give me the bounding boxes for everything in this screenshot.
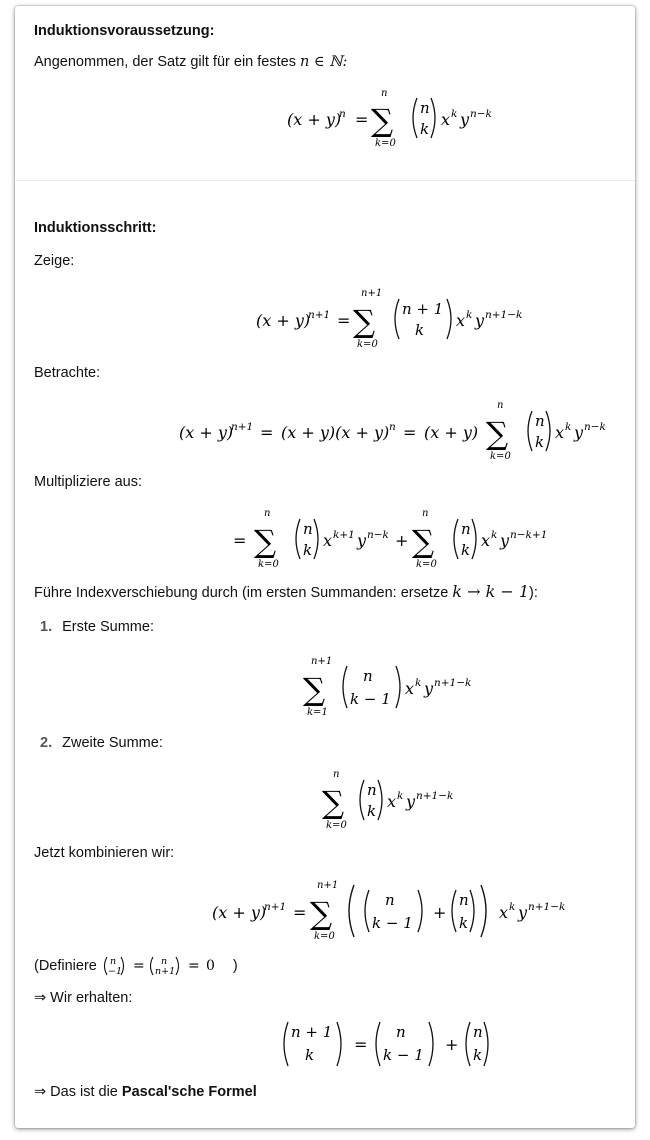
list-item-label: Zweite Summe:: [62, 735, 163, 751]
svg-text:(x + y)(x + y): (x + y)(x + y): [281, 423, 390, 442]
svg-text:x: x: [499, 903, 509, 922]
svg-text:y: y: [460, 110, 470, 129]
svg-text:n−k: n−k: [470, 108, 492, 120]
svg-text:n: n: [333, 769, 340, 780]
svg-text:k=0: k=0: [258, 559, 279, 570]
svg-text:k: k: [535, 433, 545, 451]
svg-text:n+1: n+1: [317, 880, 339, 891]
svg-text:k: k: [415, 321, 425, 339]
svg-text:n+1: n+1: [311, 656, 333, 667]
svg-text:y: y: [574, 423, 584, 442]
svg-text:n: n: [420, 99, 430, 117]
svg-text:∑: ∑: [353, 304, 376, 340]
svg-text:k: k: [461, 541, 471, 559]
svg-text:k=0: k=0: [314, 931, 335, 942]
goal-formula: [15, 282, 635, 358]
hypothesis-binomial-formula: [15, 82, 635, 156]
svg-text:0: 0: [205, 958, 215, 975]
svg-text:=: =: [132, 958, 145, 975]
svg-text:k: k: [565, 421, 572, 433]
show-label: Zeige:: [34, 253, 75, 269]
result-intro: ⇒ Wir erhalten:: [34, 990, 133, 1006]
proof-card: [15, 6, 635, 1128]
svg-text:k=0: k=0: [326, 820, 347, 831]
svg-text:n−k+1: n−k+1: [510, 529, 548, 541]
svg-text:k=0: k=0: [375, 138, 396, 149]
svg-text:k − 1: k − 1: [350, 690, 391, 708]
svg-text:n−k: n−k: [584, 421, 606, 433]
svg-text:k: k: [509, 901, 516, 913]
first-sum-formula: [15, 648, 635, 726]
svg-text:=: =: [337, 311, 351, 330]
svg-text:+: +: [433, 903, 447, 922]
consider-label: Betrachte:: [34, 365, 101, 381]
svg-text:n + 1: n + 1: [402, 300, 444, 318]
svg-text:x: x: [456, 311, 466, 330]
svg-text:n: n: [339, 108, 346, 120]
svg-text:∑: ∑: [310, 896, 333, 932]
hypothesis-intro: Angenommen, der Satz gilt für ein festes n ∈ ℕ:: [34, 54, 348, 70]
svg-text:n+1−k: n+1−k: [528, 901, 566, 913]
svg-text:n: n: [459, 891, 469, 909]
svg-text:=: =: [403, 423, 417, 442]
hypothesis-intro-math: n ∈ ℕ:: [299, 54, 348, 70]
svg-text:y: y: [406, 792, 416, 811]
svg-text:=: =: [260, 423, 274, 442]
svg-text:=: =: [293, 903, 307, 922]
svg-text:k − 1: k − 1: [372, 914, 413, 932]
svg-text:n + 1: n + 1: [291, 1023, 333, 1041]
step-heading: Induktionsschritt:: [34, 220, 157, 236]
svg-text:k: k: [305, 1046, 315, 1064]
svg-text:n: n: [367, 781, 377, 799]
define-line: (Definiere n −1 = n n+1 = 0 ): [34, 956, 238, 978]
combined-formula: [15, 872, 635, 952]
svg-text:∑: ∑: [322, 785, 345, 821]
list-item: [40, 618, 154, 636]
svg-text:k: k: [466, 309, 473, 321]
pascal-formula: [15, 1016, 635, 1076]
svg-text:k: k: [491, 529, 498, 541]
svg-text:n+1−k: n+1−k: [485, 309, 523, 321]
section-divider: [15, 180, 635, 181]
svg-text:n: n: [535, 412, 545, 430]
svg-text:k: k: [415, 677, 422, 689]
list-item: [40, 734, 163, 752]
svg-text:k=0: k=0: [416, 559, 437, 570]
svg-text:k=0: k=0: [490, 451, 511, 462]
svg-text:(x + y): (x + y): [179, 423, 234, 442]
svg-text:n: n: [385, 891, 395, 909]
svg-text:n: n: [396, 1023, 406, 1041]
svg-text:∑: ∑: [412, 524, 435, 560]
svg-text:n: n: [303, 520, 313, 538]
pascal-formula-name: Pascal'sche Formel: [121, 1084, 257, 1100]
svg-text:(x + y): (x + y): [424, 423, 479, 442]
svg-text:k: k: [459, 914, 469, 932]
svg-text:k: k: [473, 1046, 483, 1064]
svg-text:x: x: [555, 423, 565, 442]
svg-text:n: n: [381, 88, 388, 99]
boundary-definition-math: [101, 954, 233, 978]
multiply-label: Multipliziere aus:: [34, 474, 142, 490]
second-sum-formula: [15, 763, 635, 839]
svg-text:y: y: [475, 311, 485, 330]
svg-text:n: n: [264, 508, 271, 519]
conclusion: ⇒ Das ist die Pascal'sche Formel: [34, 1084, 257, 1100]
svg-text:n: n: [473, 1023, 483, 1041]
svg-text:n+1: n+1: [231, 421, 254, 433]
svg-text:n+1: n+1: [361, 288, 383, 299]
svg-text:=: =: [187, 958, 200, 975]
svg-text:−1: −1: [107, 966, 122, 978]
svg-text:=: =: [354, 1035, 368, 1054]
svg-text:∑: ∑: [486, 416, 509, 452]
svg-text:(x + y): (x + y): [287, 110, 342, 129]
svg-text:(x + y): (x + y): [256, 311, 311, 330]
multiplied-formula: [15, 502, 635, 580]
svg-text:n+1−k: n+1−k: [434, 677, 472, 689]
svg-text:(x + y): (x + y): [212, 903, 267, 922]
svg-text:k − 1: k − 1: [383, 1046, 424, 1064]
svg-text:y: y: [357, 531, 367, 550]
svg-text:n: n: [389, 421, 396, 433]
svg-text:x: x: [441, 110, 451, 129]
list-item-number: 1.: [40, 619, 53, 635]
svg-text:∑: ∑: [371, 103, 394, 139]
svg-text:n: n: [461, 520, 471, 538]
svg-text:y: y: [424, 679, 434, 698]
hypothesis-heading: Induktionsvoraussetzung:: [34, 23, 215, 39]
svg-text:=: =: [233, 531, 247, 550]
svg-text:n: n: [497, 400, 504, 411]
svg-text:n+1: n+1: [308, 309, 331, 321]
svg-text:k: k: [397, 790, 404, 802]
svg-text:k+1: k+1: [333, 529, 355, 541]
svg-text:k: k: [367, 802, 377, 820]
svg-text:k=1: k=1: [307, 707, 328, 718]
list-item-number: 2.: [40, 735, 53, 751]
expansion-formula: [15, 394, 635, 470]
svg-text:k=0: k=0: [357, 339, 378, 350]
svg-text:x: x: [405, 679, 415, 698]
svg-text:n+1: n+1: [264, 901, 287, 913]
svg-text:+: +: [445, 1035, 459, 1054]
svg-text:x: x: [481, 531, 491, 550]
svg-text:n−k: n−k: [367, 529, 389, 541]
svg-text:∑: ∑: [303, 672, 326, 708]
svg-text:n: n: [160, 956, 168, 968]
svg-text:x: x: [387, 792, 397, 811]
svg-text:k: k: [303, 541, 313, 559]
list-item-label: Erste Summe:: [62, 619, 154, 635]
svg-text:n+1: n+1: [154, 966, 176, 978]
index-shift-math: k → k − 1: [452, 582, 530, 601]
svg-text:k: k: [420, 120, 430, 138]
svg-text:∑: ∑: [254, 524, 277, 560]
combine-label: Jetzt kombinieren wir:: [34, 845, 175, 861]
svg-text:n: n: [109, 956, 117, 968]
svg-text:y: y: [500, 531, 510, 550]
svg-text:=: =: [355, 110, 369, 129]
svg-text:y: y: [518, 903, 528, 922]
svg-text:n+1−k: n+1−k: [416, 790, 454, 802]
svg-text:k: k: [451, 108, 458, 120]
svg-text:x: x: [323, 531, 333, 550]
svg-text:+: +: [395, 531, 409, 550]
index-shift-text: Führe Indexverschiebung durch (im ersten Summanden: ersetze k → k − 1):: [34, 582, 538, 601]
svg-text:n: n: [422, 508, 429, 519]
svg-text:n: n: [363, 667, 373, 685]
